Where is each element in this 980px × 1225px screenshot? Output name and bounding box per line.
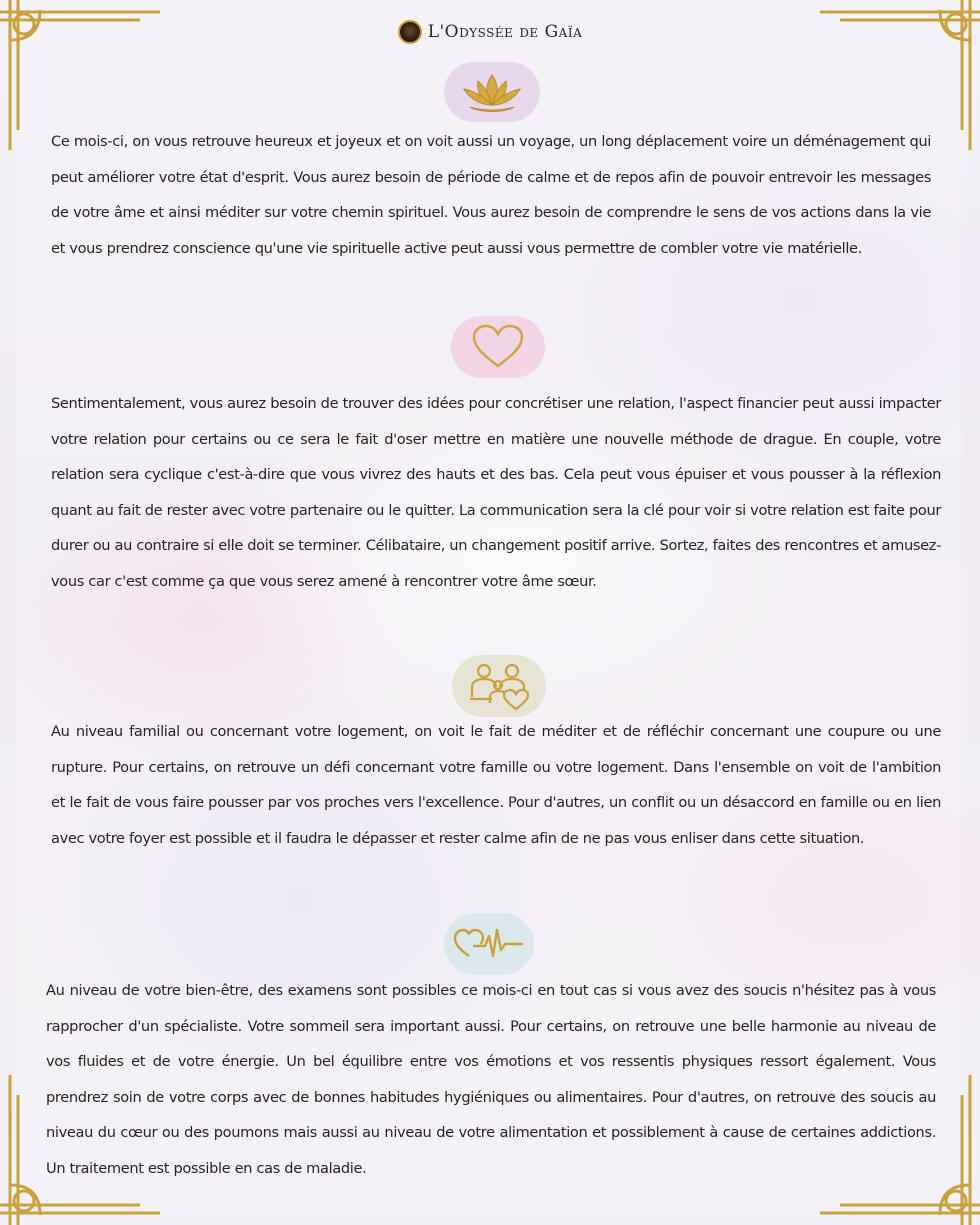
lotus-icon [452, 67, 532, 117]
section-health-text: Au niveau de votre bien-être, des examens sont possibles ce mois-ci en tout cas si vous avez des soucis n'hésitez pas à vous rapprocher d'un spécialiste. Votre sommeil sera important aussi. Pour certains, on retrouve une belle harmonie au niveau de vos fluides et de votre énergie. Un bel équilibre entre vos émotions et vos ressentis physiques ressort également. Vous prendrez soin de votre corps avec de bonnes habitudes hygiéniques ou alimentaires. Pour d'autres, on retrouve des soucis au niveau du cœur ou des poumons mais aussi au niveau de votre alimentation et possiblement à cause de certaines addictions. Un traitement est possible en cas de maladie. [46, 982, 936, 1177]
lotus-badge [444, 62, 540, 122]
heart-badge [451, 316, 545, 378]
family-icon [464, 659, 534, 713]
heart-icon [468, 322, 528, 372]
brand-title: L'Odyssée de Gaïa [427, 22, 583, 42]
family-badge [452, 655, 546, 717]
page-header [0, 18, 980, 46]
section-family-text: Au niveau familial ou concernant votre logement, on voit le fait de méditer et de réfléchir concernant une coupure ou une rupture. Pour certains, on retrouve un défi concernant votre famille ou votre logement. Dans l'ensemble on voit de l'ambition et le fait de vous faire pousser par vos proches vers l'excellence. Pour d'autres, un conflit ou un désaccord en famille ou en lien avec votre foyer est possible et il faudra le dépasser et rester calme afin de ne pas vous enliser dans cette situation. [51, 723, 941, 847]
section-general-text: Ce mois-ci, on vous retrouve heureux et joyeux et on voit aussi un voyage, un long déplacement voire un déménagement qui peut améliorer votre état d'esprit. Vous aurez besoin de période de calme et de repos afin de pouvoir entrevoir les messages de votre âme et ainsi méditer sur votre chemin spirituel. Vous aurez besoin de comprendre le sens de vos actions dans la vie et vous prendrez conscience qu'une vie spirituelle active peut aussi vous permettre de combler votre vie matérielle. [51, 133, 931, 257]
section-love-text: Sentimentalement, vous aurez besoin de trouver des idées pour concrétiser une relation, l'aspect financier peut aussi impacter votre relation pour certains ou ce sera le fait d'oser mettre en matière une nouvelle méthode de drague. En couple, votre relation sera cyclique c'est-à-dire que vous vivrez des hauts et des bas. Cela peut vous épuiser et vous pousser à la réflexion quant au fait de rester avec votre partenaire ou le quitter. La communication sera la clé pour voir si votre relation est faite pour durer ou au contraire si elle doit se terminer. Célibataire, un changement positif arrive. Sortez, faites des rencontres et amusez-vous car c'est comme ça que vous serez amené à rencontrer votre âme sœur. [51, 395, 941, 590]
health-badge [444, 913, 534, 975]
heartbeat-icon [451, 922, 527, 966]
gaia-portrait-logo [398, 20, 422, 44]
